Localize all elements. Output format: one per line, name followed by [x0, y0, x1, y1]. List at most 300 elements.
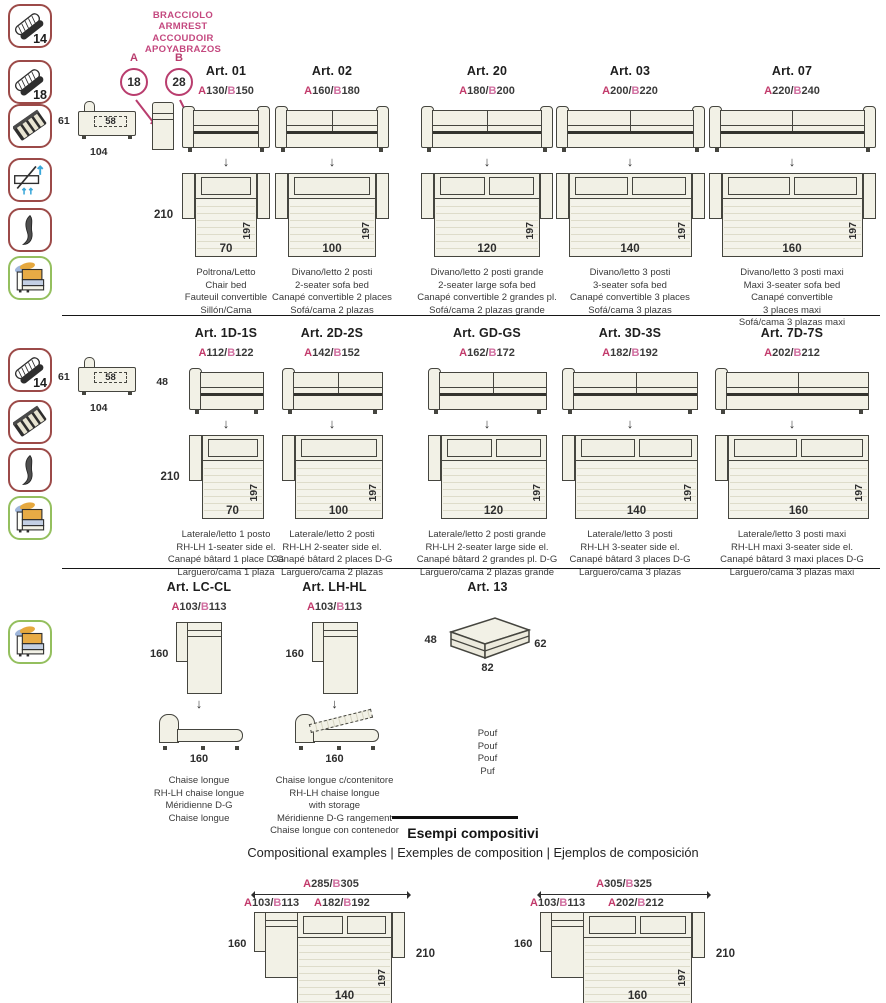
- mattress-thickness-label: 18: [33, 88, 47, 102]
- chaise-top-view: [150, 622, 222, 694]
- product-dimensions: A160/B180: [304, 85, 360, 97]
- bed-backrest-band: [576, 436, 697, 461]
- seat-divider: [493, 373, 494, 393]
- product-name: Art. 07: [771, 64, 813, 78]
- side-view-foot: [82, 392, 86, 395]
- bed-pillow: [303, 916, 343, 934]
- side-view-foot: [128, 136, 132, 139]
- backrest-line: [201, 387, 263, 388]
- bed-top-view: [562, 435, 698, 519]
- bed-backrest-band: [584, 913, 691, 938]
- product-dimensions: A200/B220: [602, 85, 658, 97]
- chaise-depth-label: 160: [285, 648, 304, 660]
- bed-width-label: 120: [477, 243, 497, 255]
- bed-body: [295, 435, 383, 519]
- open-arrow-icon: ↓: [788, 154, 796, 169]
- bed-pillow: [496, 439, 541, 457]
- sofa-foot: [859, 410, 863, 414]
- chaise-back-line: [552, 920, 583, 921]
- sofa-body: [726, 372, 869, 410]
- chaise-depth-label: 160: [228, 938, 247, 950]
- bed-backrest-band: [289, 174, 375, 199]
- bed-body: [575, 435, 698, 519]
- bed-length-label: 197: [376, 969, 388, 987]
- side-element-dimensions: A202/B212: [608, 897, 664, 909]
- sofa-foot: [715, 148, 719, 152]
- bed-pillow: [794, 177, 857, 195]
- bed-armrest-wing: [376, 173, 389, 219]
- open-arrow-icon: ↓: [788, 416, 796, 431]
- bed-length-label: 197: [530, 484, 543, 502]
- section-divider: [62, 315, 880, 316]
- furniture-leg-icon: [8, 448, 52, 492]
- sofa-foot: [379, 148, 383, 152]
- mattress-thickness-label: 14: [33, 376, 47, 390]
- bed-backrest-band: [723, 174, 862, 199]
- open-depth-label: 210: [160, 471, 180, 483]
- bed-armrest-wing: [428, 435, 441, 481]
- bed-armrest-wing: [182, 173, 195, 219]
- chaise-back-line: [266, 920, 297, 921]
- sofa-foot: [866, 148, 870, 152]
- bed-length-label: 197: [846, 222, 859, 240]
- bed-top-view: [583, 912, 735, 1003]
- bed-armrest-wing: [189, 435, 202, 481]
- seat-divider: [792, 111, 793, 131]
- bed-armrest-wing: [715, 435, 728, 481]
- bed-body: [728, 435, 869, 519]
- seat-line: [433, 131, 541, 134]
- bed-top-view: [428, 435, 547, 519]
- bed-armrest-wing: [863, 173, 876, 219]
- side-view-depth: 104: [90, 146, 108, 158]
- composition-total-dimensions: A285/B305: [303, 878, 359, 890]
- bed-pillow: [347, 916, 387, 934]
- mattress-14-icon: [8, 4, 52, 48]
- pouf-depth-label: 62: [534, 638, 547, 650]
- seat-cushion-icon: [8, 620, 52, 664]
- bed-body: [202, 435, 264, 519]
- bed-pillow: [575, 177, 629, 195]
- pouf-height-label: 48: [424, 634, 437, 646]
- product-column-art-lc-cl: [138, 580, 260, 825]
- bed-backrest-band: [435, 174, 539, 199]
- chaise-foot: [235, 746, 239, 750]
- bed-width-label: 100: [322, 243, 342, 255]
- product-name: Art. 7D-7S: [760, 326, 824, 340]
- side-view-seat-height: 48: [156, 376, 168, 388]
- bed-top-view: [715, 435, 869, 519]
- product-column-art-2d-2s: [272, 326, 392, 579]
- bed-width-label: 120: [483, 505, 504, 517]
- bed-top-view: [282, 435, 383, 519]
- chaise-back-line: [188, 630, 221, 631]
- product-name: Art. 20: [466, 64, 508, 78]
- chaise-back-line: [324, 636, 357, 637]
- chaise-side-armrest: [159, 714, 179, 743]
- open-arrow-icon: ↓: [222, 416, 230, 431]
- bed-armrest-wing: [282, 435, 295, 481]
- product-column-art-07: [706, 64, 878, 330]
- product-column-art-20: [414, 64, 560, 317]
- chaise-side-view: [155, 714, 243, 750]
- bed-armrest-wing: [692, 912, 705, 958]
- product-column-art-03: [556, 64, 704, 317]
- chaise-top-view: [285, 622, 358, 694]
- bed-armrest-wing: [556, 173, 569, 219]
- sofa-body: [573, 372, 698, 410]
- seat-cushion-icon: [8, 256, 52, 300]
- chaise-foot: [371, 746, 375, 750]
- chaise-foot: [337, 746, 341, 750]
- sofa-foot: [568, 410, 572, 414]
- chaise-foot: [299, 746, 303, 750]
- armrest-note: [118, 10, 248, 56]
- chaise-back-line: [188, 636, 221, 637]
- bed-width-label: 140: [626, 505, 647, 517]
- bed-length-label: 197: [360, 222, 372, 240]
- side-view-depth: 104: [90, 402, 108, 414]
- product-name: Art. 2D-2S: [300, 326, 364, 340]
- chaise-foot: [201, 746, 205, 750]
- backrest-line: [194, 125, 258, 126]
- bed-top-view: [421, 173, 553, 257]
- sofa-foot: [695, 148, 699, 152]
- seat-divider: [798, 373, 799, 393]
- product-dimensions: A142/B152: [304, 347, 360, 359]
- chaise-side-seat: [313, 729, 379, 742]
- chaise-body: [265, 912, 298, 978]
- chaise-foot: [163, 746, 167, 750]
- product-column-art-13: [420, 580, 555, 778]
- open-arrow-icon: ↓: [626, 154, 634, 169]
- seat-cushion-icon: [8, 496, 52, 540]
- sofa-front-view: [709, 106, 876, 152]
- product-caption: Divano/letto 2 posti 2-seater sofa bed Canapé convertible 2 places Sofá/cama 2 plazas: [272, 267, 392, 316]
- bed-top-view: [556, 173, 705, 257]
- armrest-note-line: APOYABRAZOS: [144, 44, 222, 56]
- bed-body: [297, 912, 392, 1003]
- bed-top-view: [160, 435, 264, 519]
- sofa-body: [567, 110, 694, 148]
- bed-pillow: [728, 177, 791, 195]
- examples-title: Esempi compositivi: [407, 825, 539, 841]
- bed-width-label: 160: [788, 505, 809, 517]
- bed-top-view: [709, 173, 876, 257]
- bed-backrest-band: [296, 436, 382, 461]
- armrest-b-letter: B: [175, 52, 183, 64]
- section-divider: [62, 568, 880, 569]
- product-name: Art. 01: [205, 64, 247, 78]
- bed-armrest-wing: [421, 173, 434, 219]
- overall-width-arrow: [538, 894, 710, 895]
- bed-pillow: [640, 916, 687, 934]
- bed-length-label: 197: [241, 222, 253, 240]
- seat-divider: [332, 111, 333, 131]
- side-view-height: 61: [58, 371, 70, 383]
- chaise-length-label: 160: [325, 753, 344, 765]
- product-column-art-01: [154, 64, 282, 317]
- armrest-note-line: ACCOUDOIR: [152, 32, 214, 44]
- product-dimensions: A103/B113: [171, 601, 227, 613]
- open-arrow-icon: ↓: [483, 154, 491, 169]
- bed-width-label: 70: [226, 505, 239, 517]
- composition-example-1: [228, 878, 435, 1003]
- examples-rule: [392, 816, 518, 819]
- sofa-side-view: [56, 352, 168, 414]
- furniture-leg-icon: [8, 208, 52, 252]
- bed-pillow: [801, 439, 864, 457]
- side-view-foot: [128, 392, 132, 395]
- sofa-foot: [254, 410, 258, 414]
- product-caption: Pouf Pouf Pouf Puf: [477, 728, 498, 777]
- sofa-body: [286, 110, 378, 148]
- seat-line: [194, 131, 258, 134]
- seat-divider: [338, 373, 339, 393]
- chaise-body: [551, 912, 584, 978]
- product-dimensions: A180/B200: [459, 85, 515, 97]
- sofa-front-view: [421, 106, 553, 152]
- pouf-isometric-view: [423, 610, 553, 674]
- sofa-front-view: [182, 106, 270, 152]
- seat-line: [201, 393, 263, 396]
- sofa-body: [720, 110, 865, 148]
- chaise-dimensions: A103/B113: [244, 897, 300, 909]
- product-dimensions: A130/B150: [198, 85, 254, 97]
- product-name: Art. GD-GS: [453, 326, 521, 340]
- sofa-body: [432, 110, 542, 148]
- open-arrow-icon: ↓: [195, 696, 203, 711]
- product-dimensions: A220/B240: [764, 85, 820, 97]
- bed-length-label: 197: [675, 222, 688, 240]
- bed-pillow: [301, 439, 377, 457]
- bed-pillow: [581, 439, 635, 457]
- sofa-front-view: [282, 368, 383, 414]
- bed-backrest-band: [570, 174, 691, 199]
- bed-backrest-band: [203, 436, 263, 461]
- product-dimensions: A182/B192: [602, 347, 658, 359]
- armrest-note-line: BRACCIOLO: [152, 10, 214, 21]
- side-view-foot: [82, 136, 86, 139]
- product-dimensions: A112/B122: [198, 347, 254, 359]
- chaise-body: [187, 622, 222, 694]
- sofa-front-view: [275, 106, 389, 152]
- product-column-art-lh-hl: [262, 580, 407, 838]
- bed-length-label: 197: [247, 484, 260, 502]
- product-dimensions: A202/B212: [764, 347, 820, 359]
- sofa-front-view: [715, 368, 869, 414]
- bed-width-label: 160: [782, 243, 802, 255]
- bed-length-label: 197: [682, 484, 694, 502]
- bed-pillow: [639, 439, 693, 457]
- product-caption: Laterale/letto 3 posti maxi RH-LH maxi 3-seater side el. Canapé bâtard 3 maxi places D-G Larguero/cama 3 plazas maxi: [720, 529, 864, 578]
- bed-armrest-wing: [257, 173, 270, 219]
- composition-sub-dimensions: [244, 897, 410, 912]
- open-depth-label: 210: [154, 209, 174, 221]
- sofa-foot: [188, 148, 192, 152]
- product-caption: Chaise longue c/contenitore RH-LH chaise longue with storage Méridienne D-G rangement Chaise longue con contenedor: [270, 775, 399, 837]
- mattress-18-icon: [8, 60, 52, 104]
- seat-divider: [487, 111, 488, 131]
- chaise-top-view: [514, 912, 584, 978]
- bed-body: [441, 435, 547, 519]
- side-view-seat-depth: 58: [94, 116, 127, 127]
- composition-drawing: [514, 912, 735, 1003]
- bed-armrest-wing: [562, 435, 575, 481]
- bed-top-view: [297, 912, 435, 1003]
- product-column-art-7d-7s: [706, 326, 878, 579]
- sofa-foot: [434, 410, 438, 414]
- product-caption: Laterale/letto 3 posti RH-LH 3-seater side el. Canapé bâtard 3 places D-G Larguero/cama 3 plazas: [569, 529, 691, 578]
- armrest-a-letter: A: [130, 52, 138, 64]
- sofa-foot: [543, 148, 547, 152]
- sofa-body: [439, 372, 547, 410]
- sofa-body: [193, 110, 259, 148]
- examples-subtitle: Compositional examples | Exemples de composition | Ejemplos de composición: [247, 845, 699, 860]
- bed-pillow: [447, 439, 492, 457]
- chaise-body: [323, 622, 358, 694]
- seat-line: [440, 393, 546, 396]
- bed-length-label: 197: [366, 484, 379, 502]
- seat-divider: [636, 373, 637, 393]
- bed-pillow: [201, 177, 251, 195]
- sofa-body: [200, 372, 264, 410]
- composition-example-2: [514, 878, 735, 1003]
- sofa-foot: [373, 410, 377, 414]
- bed-body: [288, 173, 376, 257]
- sofa-body: [293, 372, 383, 410]
- sofa-foot: [260, 148, 264, 152]
- sofa-foot: [195, 410, 199, 414]
- product-column-art-3d-3s: [556, 326, 704, 579]
- bed-pillow: [734, 439, 797, 457]
- seat-line: [574, 393, 697, 396]
- bed-backrest-band: [729, 436, 868, 461]
- composition-drawing: [228, 912, 435, 1003]
- chaise-length-label: 160: [189, 753, 209, 765]
- composition-total-dimensions: A305/B325: [596, 878, 652, 890]
- side-view-height: 61: [58, 115, 70, 127]
- bed-length-label: 197: [524, 222, 536, 240]
- product-dimensions: A162/B172: [459, 347, 515, 359]
- product-column-art-02: [272, 64, 392, 317]
- armrest-b-width: 28: [172, 75, 186, 89]
- sofa-foot: [427, 148, 431, 152]
- open-depth-label: 210: [715, 948, 735, 960]
- sofa-front-view: [189, 368, 264, 414]
- open-arrow-icon: ↓: [626, 416, 634, 431]
- bed-width-label: 70: [219, 243, 233, 255]
- open-arrow-icon: ↓: [222, 154, 230, 169]
- mattress-thickness-label: 14: [33, 32, 47, 46]
- chaise-dimensions: A103/B113: [530, 897, 586, 909]
- chaise-top-view: [228, 912, 298, 978]
- seat-line: [721, 131, 864, 134]
- bed-armrest-wing: [540, 173, 553, 219]
- armrest-a-width-badge: [120, 68, 148, 96]
- seat-line: [727, 393, 868, 396]
- product-caption: Laterale/letto 1 posto RH-LH 1-seater side el. Canapé bâtard 1 place D-G Larguero/cama 1 plaza: [167, 529, 285, 578]
- composition-sub-dimensions: [530, 897, 710, 912]
- slatted-base-icon: [8, 400, 52, 444]
- sofa-foot: [721, 410, 725, 414]
- folding-mechanism-icon: [8, 158, 52, 202]
- sofa-front-view: [428, 368, 547, 414]
- bed-width-label: 100: [328, 505, 349, 517]
- bed-pillow: [208, 439, 258, 457]
- bed-backrest-band: [298, 913, 391, 938]
- armrest-note-line: ARMREST: [158, 21, 208, 33]
- sofa-front-view: [562, 368, 698, 414]
- bed-backrest-band: [442, 436, 546, 461]
- product-dimensions: A103/B113: [306, 601, 363, 613]
- bed-width-label: 140: [334, 990, 355, 1002]
- chaise-back-line: [266, 926, 297, 927]
- mattress-14-icon: [8, 348, 52, 392]
- open-arrow-icon: ↓: [331, 696, 338, 711]
- slatted-base-icon: [8, 104, 52, 148]
- bed-armrest-wing: [392, 912, 405, 958]
- product-name: Art. LC-CL: [166, 580, 232, 594]
- product-caption: Laterale/letto 2 posti grande RH-LH 2-seater large side el. Canapé bâtard 2 grandes pl. D-G Larguero/cama 2 plazas grande: [416, 529, 558, 578]
- product-caption: Divano/letto 2 posti grande 2-seater large sofa bed Canapé convertible 2 grandes pl. Sofá/cama 2 plazas grande: [417, 267, 557, 316]
- product-name: Art. 03: [609, 64, 651, 78]
- bed-backrest-band: [196, 174, 256, 199]
- chaise-depth-label: 160: [150, 648, 169, 660]
- bed-pillow: [632, 177, 686, 195]
- chaise-side-view-storage: [291, 714, 379, 750]
- bed-top-view: [275, 173, 389, 257]
- bed-width-label: 160: [627, 990, 648, 1002]
- side-view-seat-depth: 58: [94, 372, 127, 383]
- product-name: Art. 3D-3S: [598, 326, 662, 340]
- bed-width-label: 140: [620, 243, 640, 255]
- overall-width-arrow: [252, 894, 410, 895]
- bed-length-label: 197: [853, 484, 865, 502]
- seat-line: [568, 131, 693, 134]
- bed-body: [583, 912, 692, 1003]
- chaise-back-line: [552, 926, 583, 927]
- bed-length-label: 197: [676, 969, 688, 987]
- product-column-art-gd-gs: [414, 326, 560, 579]
- sofa-foot: [688, 410, 692, 414]
- product-caption: Laterale/letto 2 posti RH-LH 2-seater side el. Canapé bâtard 2 places D-G Larguero/cama 2 plazas: [271, 529, 393, 578]
- product-name: Art. 02: [311, 64, 353, 78]
- sofa-front-view: [556, 106, 705, 152]
- seat-line: [294, 393, 382, 396]
- product-name: Art. 13: [467, 580, 508, 594]
- product-caption: Chaise longue RH-LH chaise longue Méridienne D-G Chaise longue: [153, 775, 245, 824]
- product-caption: Divano/letto 3 posti 3-seater sofa bed Canapé convertible 3 places Sofá/cama 3 plazas: [570, 267, 690, 316]
- chaise-depth-label: 160: [514, 938, 533, 950]
- armrest-a-width: 18: [127, 75, 141, 89]
- bed-body: [722, 173, 863, 257]
- sofa-foot: [537, 410, 541, 414]
- product-name: Art. 1D-1S: [194, 326, 258, 340]
- seat-line: [287, 131, 377, 134]
- bed-body: [195, 173, 257, 257]
- sofa-foot: [281, 148, 285, 152]
- sofa-foot: [288, 410, 292, 414]
- chaise-back-line: [324, 630, 357, 631]
- product-name: Art. LH-HL: [302, 580, 367, 594]
- open-depth-label: 210: [415, 948, 435, 960]
- chaise-side-seat: [177, 729, 243, 742]
- bed-armrest-wing: [275, 173, 288, 219]
- bed-body: [434, 173, 540, 257]
- seat-divider: [630, 111, 631, 131]
- bed-armrest-wing: [692, 173, 705, 219]
